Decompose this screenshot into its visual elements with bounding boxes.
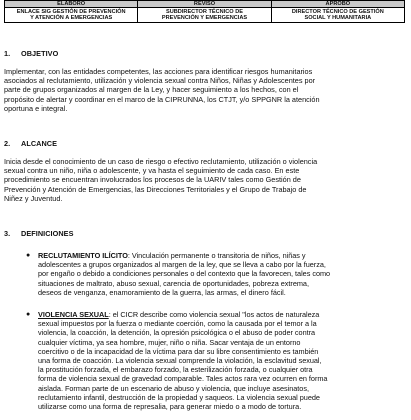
section-heading-definiciones xyxy=(4,229,74,238)
role-line: ENLACE SIG GESTIÓN DE PREVENCIÓN xyxy=(16,9,126,15)
role-line: SOCIAL Y HUMANITARIA xyxy=(304,15,372,22)
definition-line: situaciones de maltrato, abuso sexual, carencia de oportunidades, pobreza extrema, xyxy=(38,278,309,288)
definition-line: sexual impuestos por la fuerza o mediante coerción, como la causada por el temor a la xyxy=(38,319,317,329)
section-heading-alcance xyxy=(4,139,57,148)
definition-line: adolescentes a grupos organizados al margen de la ley, que se lleva a cabo por la fuerza, xyxy=(38,260,326,270)
definition-line: una forma de coacción. La violencia sexual comprende la violación, la esclavitud sexual, xyxy=(38,356,322,366)
definition-line: aislada. Forman parte de un escenario de abuso y violencia, que incluye asesinatos, xyxy=(38,383,309,393)
definition-first-line-rest: : Vinculación permanente o transitoria de niños, niñas y xyxy=(127,251,306,260)
approval-role-aprobo xyxy=(271,8,404,23)
approval-role-reviso xyxy=(138,8,271,23)
definition-term: RECLUTAMIENTO ILÍCITO xyxy=(38,251,128,260)
objetivo-paragraph xyxy=(4,67,402,113)
paragraph-line: asociados al reclutamiento, utilización y violencia sexual contra Niños, Niñas y Adolescentes por xyxy=(4,76,316,86)
definition-line: forma de violencia sexual de gravedad comparable. Tales actos rara vez ocurren en forma xyxy=(38,374,328,384)
approval-header-elaboro: ELABORÓ xyxy=(5,1,138,8)
section-title: ALCANCE xyxy=(21,139,58,148)
paragraph-line: sexual contra un niño, niña o adolescente, y va hasta el seguimiento de cada caso. En este xyxy=(4,166,300,176)
definition-term: VIOLENCIA SEXUAL xyxy=(38,310,109,319)
approval-header-reviso: REVISÓ xyxy=(138,1,271,8)
definition-line: cualquier víctima, ya sea hombre, mujer, niño o niña. Sacar ventaja de un entorno xyxy=(38,337,301,347)
paragraph-line: oportuna e integral. xyxy=(4,103,68,113)
definition-line: reclutamiento infantil, destrucción de la propiedad y saqueos. La violencia sexual puede xyxy=(38,392,320,402)
definition-line: violencia, la coacción, la detención, la opresión psicológica o el abuso de poder contra xyxy=(38,328,316,338)
approval-role-row xyxy=(5,8,405,23)
role-line: DIRECTOR TÉCNICO DE GESTIÓN xyxy=(291,9,384,15)
definition-line: por engaño o debido a condiciones personales o del contexto que la favorecen, tales como xyxy=(38,269,331,279)
definition-line: deseos de venganza, enamoramiento de la guerra, las armas, el dinero fácil. xyxy=(38,287,286,297)
bullet-icon: ● xyxy=(26,311,31,318)
paragraph-line: parte de grupos organizados al margen de la Ley, y hacer seguimiento a los hechos, con el xyxy=(4,85,299,95)
alcance-paragraph xyxy=(4,157,402,203)
section-title: DEFINICIONES xyxy=(21,229,74,238)
bullet-icon: ● xyxy=(26,252,31,259)
paragraph-line: Prevención y Atención de Emergencias, las Direcciones Territoriales y el Grupo de Trabajo de xyxy=(4,184,307,194)
paragraph-line: Implementar, con las entidades competentes, las acciones para identificar riesgos humanitarios xyxy=(4,67,313,76)
definition-line: coercitivo o de la incapacidad de la víctima para dar su libre consentimiento es también xyxy=(38,346,319,356)
paragraph-line: propósito de alertar y coordinar en el marco de la CIPRUNNA, los CTJT, y/o SPPGNR la atención xyxy=(4,94,320,104)
approval-role-elaboro xyxy=(5,8,138,23)
section-heading-objetivo xyxy=(4,49,58,58)
section-number: 2. xyxy=(4,139,11,148)
role-line: Y ATENCIÓN A EMERGENCIAS xyxy=(30,15,113,22)
definition-first-line-rest: : el CICR describe como violencia sexual "los actos de naturaleza xyxy=(108,310,320,319)
role-line: PREVENCIÓN Y EMERGENCIAS xyxy=(161,15,248,22)
role-line: SUBDIRECTOR TÉCNICO DE xyxy=(166,9,243,15)
definition-line: la prostitución forzada, el embarazo forzado, la esterilización forzada, o cualquier otra xyxy=(38,365,313,375)
definition-first-line xyxy=(38,310,406,319)
definition-line: utilizarse como una forma de represalia, para generar miedo o a modo de tortura. xyxy=(38,402,302,412)
paragraph-line: Niñez y Juventud. xyxy=(4,193,63,203)
definition-first-line xyxy=(38,251,406,260)
approval-table xyxy=(4,0,405,23)
approval-header-row xyxy=(5,1,405,8)
definition-text xyxy=(38,251,406,297)
paragraph-line: procedimiento se encuentran involucrados los procesos de la UARIV tales como Gestión de xyxy=(4,175,301,185)
paragraph-line: Inicia desde el conocimiento de un caso de riesgo o efectivo reclutamiento, utilización o violencia xyxy=(4,157,318,166)
approval-header-aprobo: APROBÓ xyxy=(271,1,404,8)
section-number: 1. xyxy=(4,49,11,58)
definition-text xyxy=(38,310,406,411)
section-number: 3. xyxy=(4,229,11,238)
section-title: OBJETIVO xyxy=(21,49,59,58)
